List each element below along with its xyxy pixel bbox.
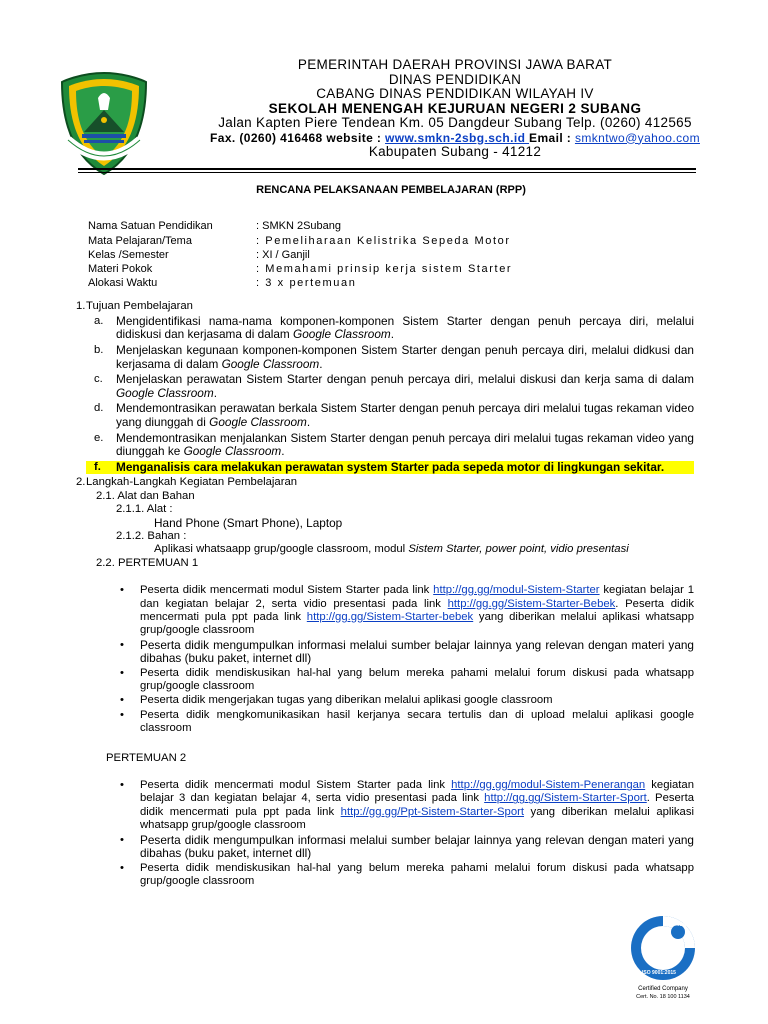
identity-row: [88, 262, 694, 276]
letterhead-contact: [190, 131, 720, 146]
letterhead: [190, 58, 720, 160]
section-number: 2.: [76, 476, 86, 489]
identity-value: : SMKN 2Subang: [256, 220, 341, 233]
list-item: [86, 694, 694, 707]
list-text: Peserta didik mencermati modul Sistem Starter pada link http://gg.gg/modul-Sistem-Penerangan kegiatan belajar 3 dan kegiatan belajar 4, serta vidio presentasi pada link http://gg.gg/Sistem-Starter-Sport. Peserta didik mencermati pula ppt pada link http://gg.gg/Ppt-Sistem-Starter-Sport yang diberikan melalui aplikasi whatsapp grup/google classroom: [140, 779, 694, 832]
bullet-icon: •: [120, 694, 124, 707]
fax-label: Fax. (0260) 416468 website :: [210, 130, 386, 145]
identity-key: Materi Pokok: [88, 263, 153, 276]
section-learning-objectives: [76, 300, 694, 474]
list-item: [86, 639, 694, 666]
objectives-list: [86, 315, 694, 475]
list-item: [86, 779, 694, 833]
letterhead-school-name: SEKOLAH MENENGAH KEJURUAN NEGERI 2 SUBANG: [268, 100, 642, 116]
letterhead-address: Jalan Kapten Piere Tendean Km. 05 Dangdeur Subang Telp. (0260) 412565: [218, 115, 692, 130]
section-learning-steps: [76, 476, 694, 888]
video-link[interactable]: http://gg.gg/Sistem-Starter-Sport: [484, 792, 647, 805]
identity-row: [88, 219, 694, 233]
list-marker: c.: [94, 373, 103, 386]
document-title: RENCANA PELAKSANAAN PEMBELAJARAN (RPP): [256, 184, 526, 196]
identity-row: [88, 248, 694, 262]
stamp-brand: TÜV NORD: [664, 922, 691, 928]
identity-key: Nama Satuan Pendidikan: [88, 220, 213, 233]
list-item: [86, 402, 694, 429]
identity-value: : Pemeliharaan Kelistrika Sepeda Motor: [256, 234, 511, 247]
stamp-iso: ISO 9001:2015: [642, 970, 676, 976]
list-item: [86, 667, 694, 694]
list-text: Peserta didik mengerjakan tugas yang diberikan melalui aplikasi google classroom: [140, 694, 553, 707]
letterhead-divider-thin: [78, 172, 696, 173]
subsection-heading: 2.2. PERTEMUAN 1: [96, 556, 199, 569]
list-marker: e.: [94, 431, 104, 444]
list-text: Menganalisis cara melakukan perawatan system Starter pada sepeda motor di lingkungan sekitar.: [116, 461, 694, 475]
bullet-icon: •: [120, 779, 124, 792]
list-text: Peserta didik mengumpulkan informasi melalui sumber belajar lainnya yang relevan dengan materi yang dibahas (buku paket, internet dll): [140, 832, 694, 861]
identity-value: : Memahami prinsip kerja sistem Starter: [256, 263, 513, 276]
bullet-icon: •: [120, 638, 124, 651]
section-title: Tujuan Pembelajaran: [86, 300, 193, 313]
module-link[interactable]: http://gg.gg/modul-Sistem-Penerangan: [451, 779, 646, 792]
meeting-2-heading: PERTEMUAN 2: [106, 751, 187, 764]
list-marker: f.: [86, 461, 116, 475]
list-text: Peserta didik mencermati modul Sistem Starter pada link http://gg.gg/modul-Sistem-Starter kegiatan belajar 1 dan kegiatan belajar 2, serta vidio presentasi pada link http://gg.gg/Sistem-Starter-Bebek. Peserta didik mencermati pula ppt pada link http://gg.gg/Sistem-Starter-bebek yang diberikan melalui aplikasi whatsapp grup/google classroom: [140, 584, 694, 637]
list-text: Mendemontrasikan menjalankan Sistem Starter dengan penuh percaya diri melalui tugas rekaman video yang diunggah ke Google Classroom.: [116, 430, 694, 459]
identity-row: [88, 234, 694, 248]
list-text: Peserta didik mengumpulkan informasi melalui sumber belajar lainnya yang relevan dengan materi yang dibahas (buku paket, internet dll): [140, 637, 694, 666]
bullet-icon: •: [120, 833, 124, 846]
identity-key: Kelas /Semester: [88, 248, 169, 261]
list-item: [86, 862, 694, 889]
subsection-heading: 2.1.2. Bahan :: [116, 529, 187, 542]
list-item: [86, 432, 694, 459]
website-link[interactable]: www.smkn-2sbg.sch.id: [385, 130, 530, 145]
identity-key: Mata Pelajaran/Tema: [88, 234, 192, 247]
ppt-link[interactable]: http://gg.gg/Ppt-Sistem-Starter-Sport: [340, 805, 525, 818]
email-label: Email :: [529, 130, 575, 145]
stamp-cert-number: Cert. No. 18 100 1134: [636, 994, 690, 1000]
email-link[interactable]: smkntwo@yahoo.com: [574, 130, 700, 145]
list-item: [86, 315, 694, 342]
letterhead-divider-thick: [78, 168, 696, 170]
list-text: Peserta didik mengkomunikasikan hasil kerjanya secara tertulis dan di upload melalui aplikasi google classroom: [140, 708, 694, 735]
tools-text: Hand Phone (Smart Phone), Laptop: [154, 515, 343, 530]
bullet-icon: •: [120, 708, 124, 721]
section-heading: [76, 476, 694, 489]
letterhead-line-government: PEMERINTAH DAERAH PROVINSI JAWA BARAT: [297, 57, 613, 72]
document-body: [76, 182, 694, 889]
list-item: [86, 709, 694, 736]
meeting-2-activities: [86, 779, 694, 888]
identity-table: [88, 219, 694, 290]
letterhead-line-agency: DINAS PENDIDIKAN: [388, 71, 522, 87]
subsection-heading: 2.1.1. Alat :: [116, 503, 173, 516]
identity-value: : XI / Ganjil: [256, 248, 310, 261]
video-link[interactable]: http://gg.gg/Sistem-Starter-Bebek: [447, 597, 616, 610]
letterhead-line-branch: CABANG DINAS PENDIDIKAN WILAYAH IV: [316, 86, 594, 101]
list-text: Peserta didik mendiskusikan hal-hal yang belum mereka pahami melalui forum diskusi pada whatsapp grup/google classroom: [140, 666, 694, 693]
list-item: [86, 373, 694, 400]
bullet-icon: •: [120, 584, 124, 597]
letterhead-city: Kabupaten Subang - 41212: [368, 144, 542, 159]
list-marker: a.: [94, 314, 104, 327]
section-title: Langkah-Langkah Kegiatan Pembelajaran: [86, 476, 298, 489]
west-java-emblem-logo: [58, 70, 150, 178]
iso-certification-stamp: [620, 912, 706, 1012]
meeting-1-activities: [86, 584, 694, 735]
module-link[interactable]: http://gg.gg/modul-Sistem-Starter: [433, 584, 600, 597]
list-text: Mendemontrasikan perawatan berkala Sistem Starter dengan penuh percaya diri melalui tugas rekaman video yang diunggah di Google Classroom.: [116, 401, 694, 429]
ppt-link[interactable]: http://gg.gg/Sistem-Starter-bebek: [306, 611, 474, 624]
bullet-icon: •: [120, 861, 124, 874]
identity-value: : 3 x pertemuan: [256, 277, 357, 290]
bullet-icon: •: [120, 666, 124, 679]
list-text: Peserta didik mendiskusikan hal-hal yang belum mereka pahami melalui forum diskusi pada whatsapp grup/google classroom: [140, 861, 694, 887]
list-text: Menjelaskan perawatan Sistem Starter dengan penuh percaya diri, melalui diskusi dan kerja sama di dalam Google Classroom.: [116, 372, 694, 400]
list-item: [86, 344, 694, 371]
stamp-certified: Certified Company: [638, 986, 688, 992]
list-text: Mengidentifikasi nama-nama komponen-komponen Sistem Starter dengan penuh percaya diri, melalui didiskusi dan kerjasama di dalam Google Classroom.: [116, 313, 694, 342]
identity-row: [88, 276, 694, 290]
list-text: Menjelaskan kegunaan komponen-komponen Sistem Starter dengan penuh percaya diri, melalui didkusi dan kerjasama di dalam Google Classroom.: [116, 343, 694, 371]
list-item: [86, 834, 694, 861]
identity-key: Alokasi Waktu: [88, 277, 158, 290]
list-marker: b.: [94, 344, 104, 357]
section-heading: [76, 300, 694, 313]
list-item-highlighted: [86, 461, 694, 475]
list-marker: d.: [94, 402, 104, 415]
subsection-heading: 2.1. Alat dan Bahan: [96, 489, 195, 502]
section-number: 1.: [76, 300, 86, 313]
list-item: [86, 584, 694, 638]
materials-text: Aplikasi whatsaapp grup/google classroom, modul Sistem Starter, power point, vidio presentasi: [154, 543, 629, 556]
